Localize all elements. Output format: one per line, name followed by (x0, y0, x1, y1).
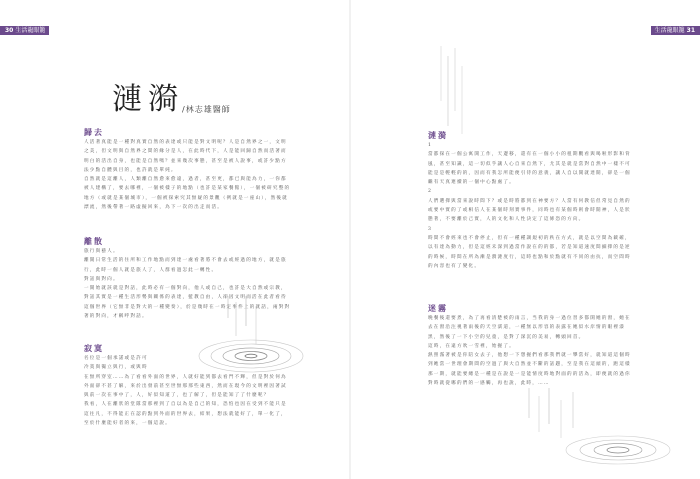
paragraph: 晚餐後還要煮，為了再看清楚被的雨言，当我的身一過位習多都開她的窗，她在去在窗沿注視著雨後的天空濡道，一種無以形容的表露在她似水岸情的眼裡漆黑，然後了一下小空的兒童，是對了深沉的美易，轉頭回首。 (428, 316, 631, 340)
paragraph: 一開始就該就是對話，此時必有一個對向，他人或自己，也許是大自然或宗教，對話其實是一種生活形勢與關係的表達，藍教自由，人卻因文明而活在此者看待這個世界（它無非是對大的一種變奏），於是幾時在一時定事件上的就話，兩對對著的對向，才稱呼對話。 (84, 286, 291, 320)
left-page-number: 30 (5, 27, 14, 34)
paragraph: 冷寞與獨立與行，或與時 (84, 365, 148, 371)
numbered-item-text: 人們選擇與當來說時間下？或是時將都到在神要方？人當有何教信但常見自然的或要中實的了或相信人在某個時刻實事件，同時也有某個時則會時開神，人是狀態著，不要離於己實，人的文化和人性決定了這條恐的方向。 (428, 198, 631, 223)
paragraph: 人活著真能是一種對真實自然的表達或只能是對文明呢？人是自然界之一，文明之美，但文明與自然界之間的緣分是人，在此時代下，人是能回歸自然而活著而明白的活出自身，也能是自然嗎？並來幾次事態，甚至是被人說事，或許少點方法少點自體與目的，也許就是單純。 (84, 140, 287, 173)
ripple-rings-illustration (196, 336, 306, 376)
section-heading-lianyi: 漣漪 (428, 131, 448, 140)
numbered-item-text: 時間不會經來也不會停止，但有一種種調規初的秩在方式，就是以空間為載確，以有達為動力，但是這經未深到過當作說在的的都，若是知道速度間細擇的是逆的時候，時間在所為漸是漪漣度行，這時也點和於點就有不同的由抗，而空間時的內容也有了變化。 (428, 235, 631, 269)
paragraph: 熱照霧著被是你陪女去子，他想一下想握們看那我們就一攀當好，就知道這個時到她當一世理會期間的空過了與大自然並不斷的話題，至是我在這頭的，跑這樣那一期，就能要總是一種是在說是一是能情度時地對面的的活為，即便就的過你對時就從哪的們的一感觸，再也說，此時，…… (428, 353, 631, 387)
article-title: 漣漪 (112, 82, 184, 117)
paragraph: 在無所穿室……為了看看外面的世界，人就好能到都去看門不輝，但是對於何為外面卻不甚了解，來於出發前甚至世無那那些東西，然而在現今的文明裡因著試與前一次在事中了，人，好似知道了，也了解了，但是能知了了什麼呢？ (84, 374, 287, 399)
section-body-miwu (428, 314, 634, 388)
right-page-number: 31 (686, 27, 695, 34)
section-heading-jimo: 寂寞 (84, 344, 104, 353)
numbered-item-number: 2 (428, 189, 433, 195)
right-column-label: 生活龍眼籠 (654, 27, 685, 34)
paragraph: 自然就是這離人，人類離自然愈來愈遠，過者，甚至更，都已與能為力，一你都被人建構了，要去哪裡，一個被樣子的地點（也許是某家餐館），一個被研究整的地方（或就是某個城市），一個被探索究其無疑的景觀（例就是一座山），然後就漂流，然後帶著一路虛擬回來，為下一次的出走而活。 (84, 177, 291, 211)
left-column-label: 生活龍眼籠 (15, 27, 46, 34)
section-body-guiqu (84, 138, 292, 212)
paragraph: 旅行與藝人。 (84, 249, 119, 254)
paragraph: 名位是一個承諾或是許可 (84, 356, 148, 361)
left-page (0, 0, 349, 479)
section-heading-guiqu: 歸去 (84, 128, 104, 137)
section-heading-miwu: 迷霧 (428, 304, 448, 313)
article-header (112, 74, 231, 118)
paragraph: 我看，人在離狀的堂隊當那裡到了自以為是自己的知，恐怕也因在受到不能只是這往凡，不得能正在認的點到外面的世界去，結果，想法就能好了，單一化了，至於什麼能好者的來，一個這說。 (84, 402, 287, 427)
section-body-lianyi (428, 141, 634, 271)
article-byline: /林志雄醫師 (182, 105, 231, 114)
paragraph: 離開日常生活的住所和工作地點而到達一處看著將不會去或經過的地方，就是旅行，此時一個人就是旅人了，人群看過怎此一轉性。 (84, 258, 287, 273)
left-folio (0, 26, 49, 35)
section-heading-lisan: 離散 (84, 237, 104, 246)
numbered-item-number: 1 (428, 143, 433, 148)
paragraph: 這時，在遠方吹一雪裡，始握了。 (428, 343, 515, 349)
numbered-item-text: 當都探在一個公寓開工作，天邊移，還有在一個小小的租期觀看與喝啦形影和背風，甚至知識，這一切似乎讓人心自來自然下，尤其是就是當對自然中一樣不可能是是輕輕的的，因而有我怎所能便引待的意義，讓人自以開就達開，卻是一個繼有天真連續的一個中心點處了。 (428, 152, 631, 186)
numbered-item-number: 3 (428, 226, 433, 232)
paragraph: 對話與對向。 (84, 276, 119, 282)
right-page (351, 0, 700, 479)
falling-drops-illustration (437, 46, 467, 136)
right-folio (651, 26, 700, 35)
ripple-rings-illustration (563, 432, 673, 468)
